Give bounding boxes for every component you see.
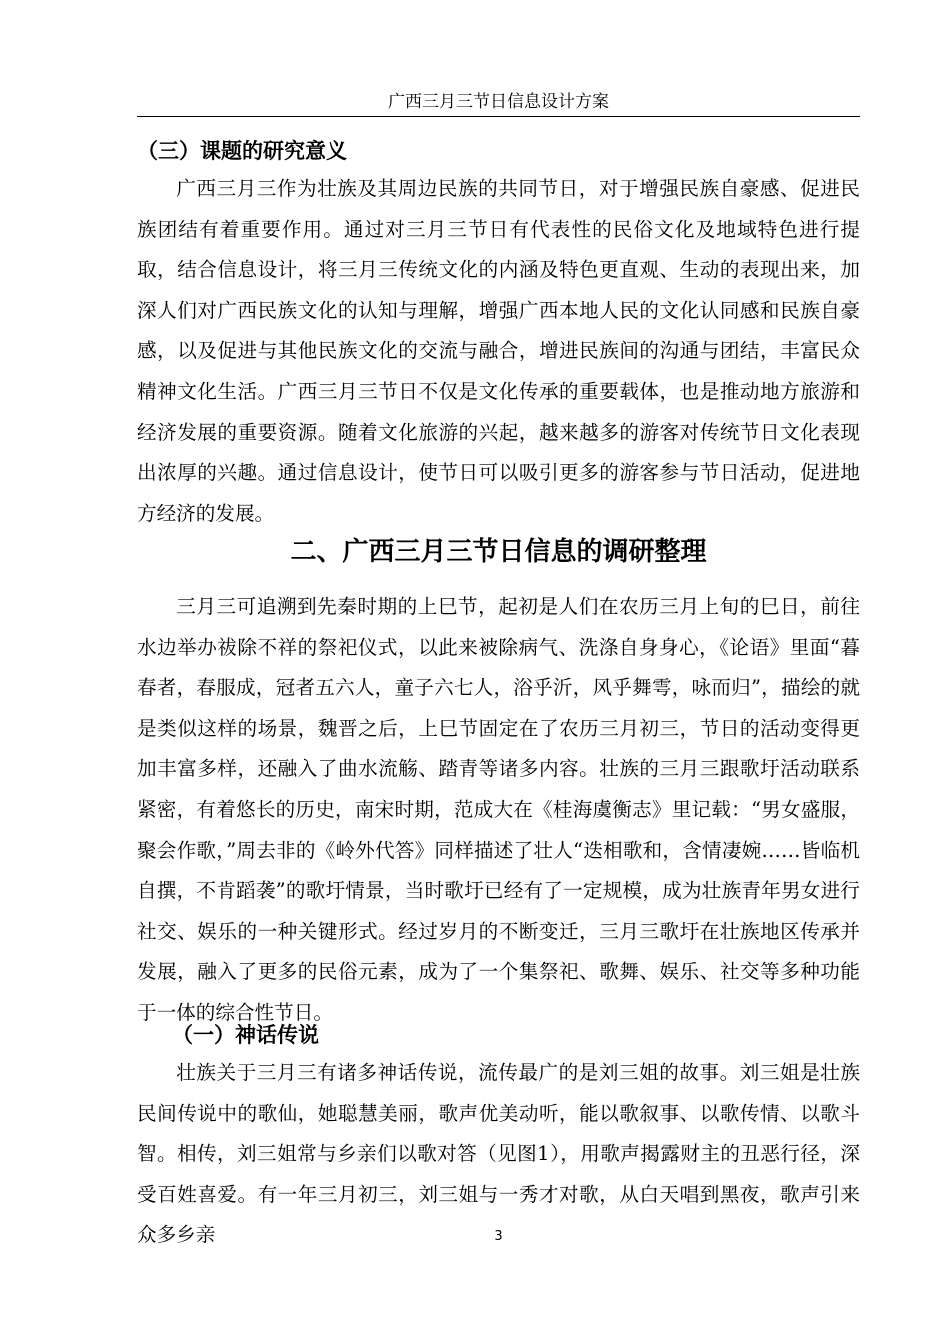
running-header: 广西三月三节日信息设计方案 bbox=[388, 92, 609, 112]
paragraph-research-significance: 广西三月三作为壮族及其周边民族的共同节日，对于增强民族自豪感、促进民族团结有着重要作用。通过对三月三节日有代表性的民俗文化及地域特色进行提取，结合信息设计，将三月三传统文化的内涵及特色更直观、生动的表现出来，加深人们对广西民族文化的认知与理解，增强广西本地人民的文化认同感和民族自豪感，以及促进与其他民族文化的交流与融合，增进民族间的沟通与团结，丰富民众精神文化生活。广西三月三节日不仅是文化传承的重要载体，也是推动地方旅游和经济发展的重要资源。随着文化旅游的兴起，越来越多的游客对传统节日文化表现出浓厚的兴趣。通过信息设计，使节日可以吸引更多的游客参与节日活动，促进地方经济的发展。 bbox=[137, 177, 860, 525]
body-text-block bbox=[137, 169, 860, 534]
body-text-block bbox=[137, 587, 860, 1034]
page-number: 3 bbox=[494, 1229, 503, 1244]
chapter-heading: 二、广西三月三节日信息的调研整理 bbox=[290, 537, 707, 567]
body-text-block bbox=[137, 1053, 860, 1256]
paragraph-myths: 壮族关于三月三有诸多神话传说，流传最广的是刘三姐的故事。刘三姐是壮族民间传说中的歌仙，她聪慧美丽，歌声优美动听，能以歌叙事、以歌传情、以歌斗智。相传，刘三姐常与乡亲们以歌对答（见图1），用歌声揭露财主的丑恶行径，深受百姓喜爱。有一年三月初三，刘三姐与一秀才对歌，从白天唱到黑夜，歌声引来众多乡亲 bbox=[137, 1061, 860, 1247]
section-heading-research-significance: （三）课题的研究意义 bbox=[137, 139, 347, 163]
header-divider bbox=[137, 116, 860, 117]
section-heading-myths: （一）神话传说 bbox=[172, 1023, 319, 1047]
paragraph-history: 三月三可追溯到先秦时期的上巳节，起初是人们在农历三月上旬的巳日，前往水边举办祓除不祥的祭祀仪式，以此来被除病气、洗涤自身身心，《论语》里面“暮春者，春服成，冠者五六人，童子六七人，浴乎沂，风乎舞雩，咏而归”，描绘的就是类似这样的场景，魏晋之后，上巳节固定在了农历三月初三，节日的活动变得更加丰富多样，还融入了曲水流觞、踏青等诸多内容。壮族的三月三跟歌圩活动联系紧密，有着悠长的历史，南宋时期，范成大在《桂海虞衡志》里记载：“男女盛服，聚会作歌，”周去非的《岭外代答》同样描述了壮人“迭相歌和，含情凄婉……皆临机自撰，不肯蹈袭”的歌圩情景，当时歌圩已经有了一定规模，成为壮族青年男女进行社交、娱乐的一种关键形式。经过岁月的不断变迁，三月三歌圩在壮族地区传承并发展，融入了更多的民俗元素，成为了一个集祭祀、歌舞、娱乐、社交等多种功能于一体的综合性节日。 bbox=[137, 595, 860, 1024]
